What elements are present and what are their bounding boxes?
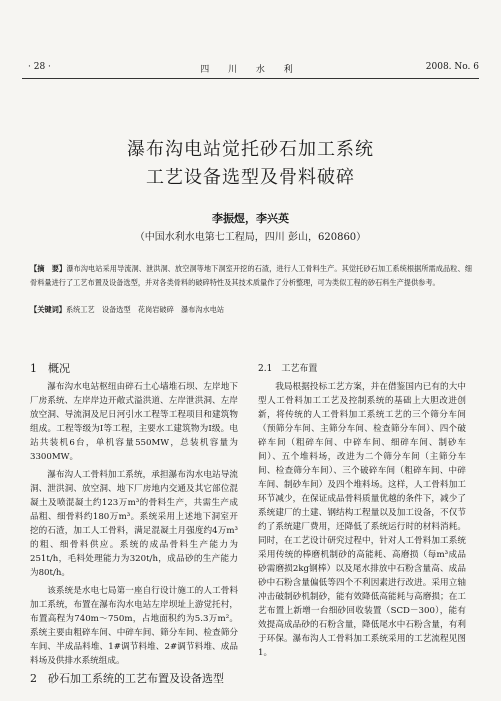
- section-heading-2: 2 砂石加工系统的工艺布置及设备选型: [30, 672, 224, 685]
- paragraph: 瀑布沟人工骨料加工系统，承担瀑布沟水电站导流洞、泄洪洞、放空洞、地下厂房地内交通及其它部位混凝土及喷混凝土约123万m³的骨料生产，共需生产成品粗、细骨料约180万m³。系统采用上述地下洞室开挖的石渣，加工人工骨料，满足混凝土月强度约4万m³的粗、细骨料供应。系统的成品骨料生产能力为251t/h，毛料处理能力为320t/h，成品砂的生产能力为80t/h。: [30, 470, 238, 578]
- keywords-text: 系统工艺 设备选型 花岗岩破碎 瀑布沟水电站: [65, 305, 225, 314]
- authors: 李振煜，李兴英: [212, 212, 289, 225]
- abstract: [30, 262, 472, 290]
- title-line-1: 瀑布沟电站觉托砂石加工系统: [127, 139, 374, 160]
- keywords-label: 【关键词】: [30, 305, 66, 314]
- paragraph: 我局根据投标工艺方案，并在借鉴国内已有的大中型人工骨料加工工艺及控制系统的基础上大胆改进创新，将传统的人工骨料加工系统工艺的三个筛分车间（预筛分车间、主筛分车间、检查筛分车间）、四个破碎车间（粗碎车间、中碎车间、细碎车间、制砂车间）、五个堆料场，改进为二个筛分车间（主筛分车间、检查筛分车间）、三个破碎车间（粗碎车间、中碎车间、制砂车间）及四个堆料场。这样，人工骨料加工环节减少，在保证成品骨料质量优越的条件下，减少了系统建厂的土建、钢结构工程量以及加工设备，不仅节约了系统建厂费用，还降低了系统运行时的材料消耗。同时，在工艺设计研究过程中，针对人工骨料加工系统采用传统的棒磨机制砂的高能耗、高磨损（每m³成品砂需磨损2kg钢棒）以及尾水排放中石粉含量高、成品砂中石粉含量偏低等四个不利因素进行改进。采用立轴冲击破制砂机制砂，能有效降低高能耗与高磨损；在工艺布置上新增一台细砂回收装置（SCD－300），能有效提高成品砂的石粉含量，降低尾水中石粉含量，有利于环保。瀑布沟人工骨料加工系统采用的工艺流程见图1。: [258, 382, 466, 658]
- running-header: [22, 62, 479, 76]
- keywords: [30, 304, 472, 316]
- right-column: [258, 362, 466, 664]
- left-column: [30, 362, 238, 690]
- header-rule: [22, 78, 479, 79]
- issue-number: 2008. No. 6: [425, 62, 479, 72]
- affiliation: （中国水利水电第七工程局，四川 彭山，620860）: [134, 232, 367, 243]
- paper-title: [0, 136, 501, 192]
- paragraph: 瀑布沟水电站枢纽由碎石土心墙堆石坝、左岸地下厂房系统、左岸岸边开敞式溢洪道、左岸泄洪洞、左岸放空洞、导流洞及尼日河引水工程等工程项目和建筑物组成。工程等级为Ⅰ等工程，主要水工建筑物为Ⅰ级。电站共装机6台，单机容量550MW，总装机容量为3300MW。: [30, 382, 238, 462]
- abstract-text: 瀑布沟电站采用导流洞、泄洪洞、放空洞等地下洞室开挖的石渣，进行人工骨料生产。其觉托砂石加工系统根据所需成品粒、细骨料量进行了工艺布置及设备选型，并对各类骨料的破碎特性及其技术质量作了分析整理，可为类似工程的砂石料生产提供参考。: [30, 264, 472, 287]
- journal-name: 四 川 水 利: [200, 65, 301, 75]
- subsection-heading: 2.1 工艺布置: [258, 364, 318, 374]
- abstract-label: 【摘 要】: [30, 264, 67, 273]
- title-line-2: 工艺设备选型及骨料破碎: [146, 167, 355, 188]
- paragraph: 该系统是水电七局第一座自行设计施工的人工骨料加工系统，布置在瀑布沟水电站左岸坝址上游觉托村，布置高程为740m～750m，占地面积约为5.3万m²。系统主要由粗碎车间、中碎车间、筛分车间、检查筛分车间、半成品料堆、1#调节料堆、2#调节料堆、成品料场及供排水系统组成。: [30, 586, 238, 666]
- page-number: · 28 ·: [28, 62, 51, 72]
- section-heading-1: 1 概况: [30, 362, 70, 375]
